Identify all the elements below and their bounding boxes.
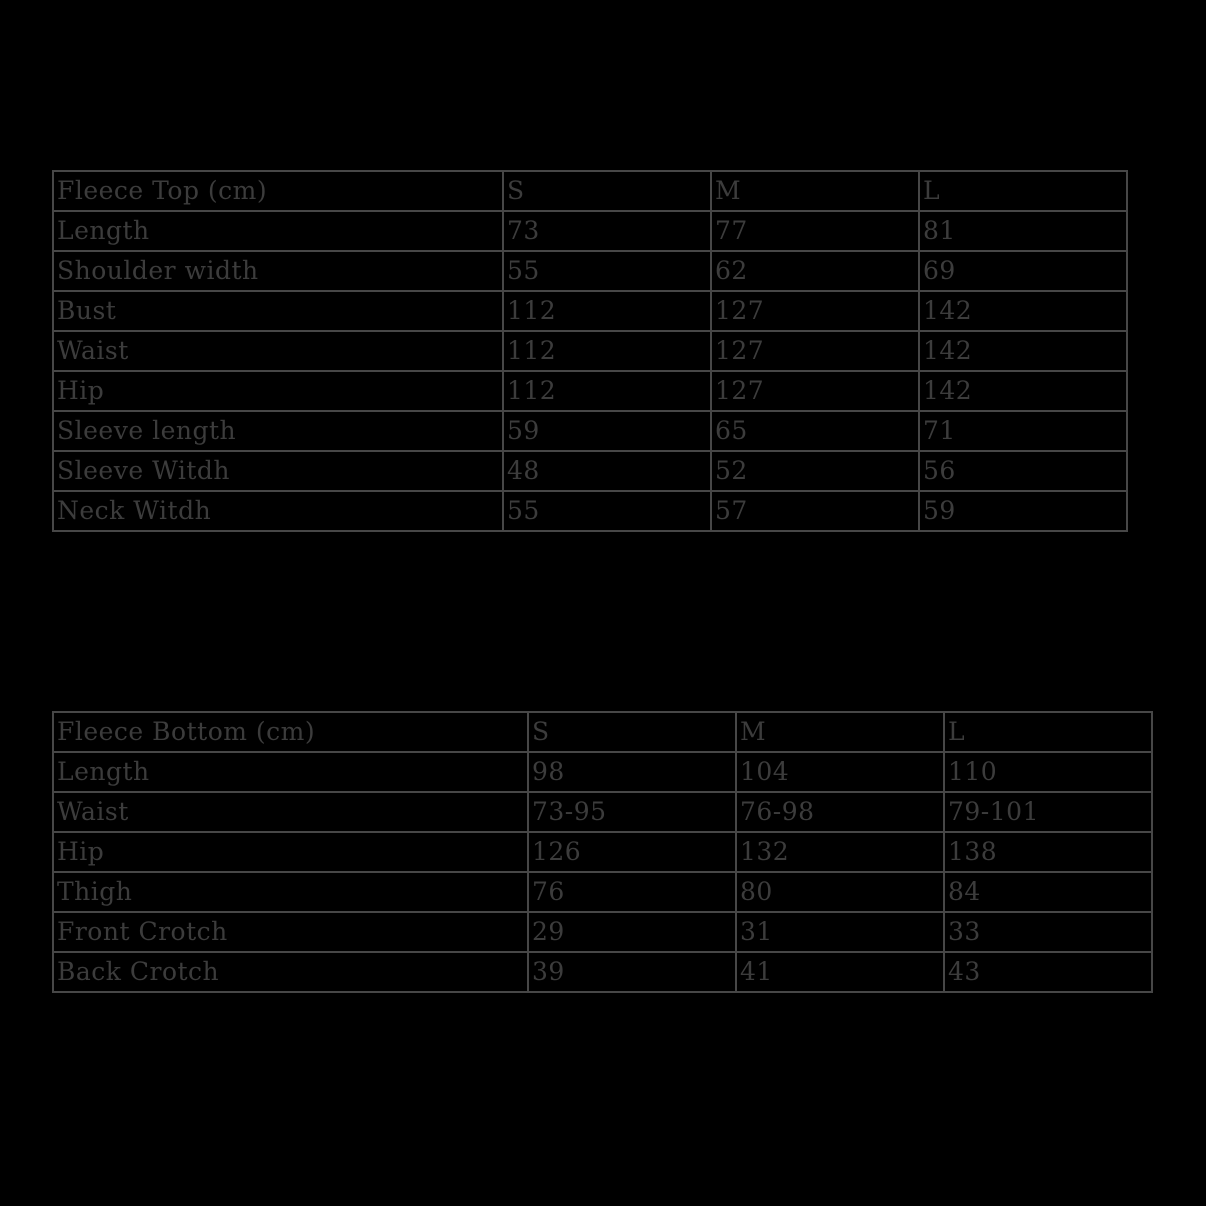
measurement-label-cell: Bust: [53, 291, 503, 331]
size-header-cell: S: [528, 712, 736, 752]
size-header-cell: S: [503, 171, 711, 211]
table-row: [53, 411, 1127, 451]
table-row: [53, 952, 1152, 992]
table-row: [53, 792, 1152, 832]
measurement-value-cell: 98: [528, 752, 736, 792]
measurement-value-cell: 73: [503, 211, 711, 251]
fleece-bottom-size-table: [52, 711, 1153, 993]
measurement-value-cell: 81: [919, 211, 1127, 251]
measurement-label-cell: Thigh: [53, 872, 528, 912]
measurement-value-cell: 142: [919, 331, 1127, 371]
table-header-row: [53, 171, 1127, 211]
table-title-cell: Fleece Top (cm): [53, 171, 503, 211]
measurement-value-cell: 71: [919, 411, 1127, 451]
measurement-label-cell: Front Crotch: [53, 912, 528, 952]
measurement-value-cell: 80: [736, 872, 944, 912]
size-header-cell: L: [919, 171, 1127, 211]
measurement-label-cell: Waist: [53, 331, 503, 371]
measurement-value-cell: 62: [711, 251, 919, 291]
measurement-value-cell: 39: [528, 952, 736, 992]
table-row: [53, 912, 1152, 952]
table-row: [53, 291, 1127, 331]
fleece-top-size-table: [52, 170, 1128, 532]
measurement-value-cell: 110: [944, 752, 1152, 792]
measurement-label-cell: Sleeve length: [53, 411, 503, 451]
measurement-value-cell: 138: [944, 832, 1152, 872]
size-header-cell: M: [711, 171, 919, 211]
measurement-value-cell: 79-101: [944, 792, 1152, 832]
measurement-label-cell: Length: [53, 211, 503, 251]
measurement-value-cell: 112: [503, 331, 711, 371]
measurement-value-cell: 77: [711, 211, 919, 251]
table-row: [53, 872, 1152, 912]
measurement-value-cell: 59: [503, 411, 711, 451]
measurement-label-cell: Hip: [53, 371, 503, 411]
measurement-value-cell: 56: [919, 451, 1127, 491]
measurement-value-cell: 126: [528, 832, 736, 872]
measurement-value-cell: 69: [919, 251, 1127, 291]
measurement-value-cell: 65: [711, 411, 919, 451]
measurement-value-cell: 76-98: [736, 792, 944, 832]
measurement-value-cell: 41: [736, 952, 944, 992]
measurement-value-cell: 132: [736, 832, 944, 872]
measurement-value-cell: 55: [503, 491, 711, 531]
size-header-cell: L: [944, 712, 1152, 752]
measurement-value-cell: 142: [919, 371, 1127, 411]
measurement-value-cell: 52: [711, 451, 919, 491]
fleece-bottom-table-body: [53, 712, 1152, 992]
measurement-value-cell: 43: [944, 952, 1152, 992]
table-row: [53, 371, 1127, 411]
table-row: [53, 832, 1152, 872]
measurement-label-cell: Sleeve Witdh: [53, 451, 503, 491]
measurement-value-cell: 127: [711, 291, 919, 331]
table-row: [53, 451, 1127, 491]
table-row: [53, 211, 1127, 251]
measurement-label-cell: Length: [53, 752, 528, 792]
measurement-value-cell: 112: [503, 291, 711, 331]
measurement-value-cell: 127: [711, 371, 919, 411]
measurement-value-cell: 33: [944, 912, 1152, 952]
measurement-value-cell: 142: [919, 291, 1127, 331]
measurement-value-cell: 104: [736, 752, 944, 792]
measurement-value-cell: 76: [528, 872, 736, 912]
measurement-value-cell: 57: [711, 491, 919, 531]
measurement-value-cell: 29: [528, 912, 736, 952]
size-header-cell: M: [736, 712, 944, 752]
measurement-label-cell: Neck Witdh: [53, 491, 503, 531]
table-header-row: [53, 712, 1152, 752]
measurement-label-cell: Waist: [53, 792, 528, 832]
table-row: [53, 491, 1127, 531]
table-row: [53, 331, 1127, 371]
measurement-label-cell: Shoulder width: [53, 251, 503, 291]
measurement-value-cell: 59: [919, 491, 1127, 531]
table-row: [53, 251, 1127, 291]
measurement-value-cell: 55: [503, 251, 711, 291]
measurement-value-cell: 73-95: [528, 792, 736, 832]
table-row: [53, 752, 1152, 792]
measurement-value-cell: 112: [503, 371, 711, 411]
measurement-label-cell: Back Crotch: [53, 952, 528, 992]
measurement-value-cell: 84: [944, 872, 1152, 912]
measurement-value-cell: 127: [711, 331, 919, 371]
fleece-top-table-body: [53, 171, 1127, 531]
measurement-value-cell: 31: [736, 912, 944, 952]
table-title-cell: Fleece Bottom (cm): [53, 712, 528, 752]
measurement-value-cell: 48: [503, 451, 711, 491]
measurement-label-cell: Hip: [53, 832, 528, 872]
